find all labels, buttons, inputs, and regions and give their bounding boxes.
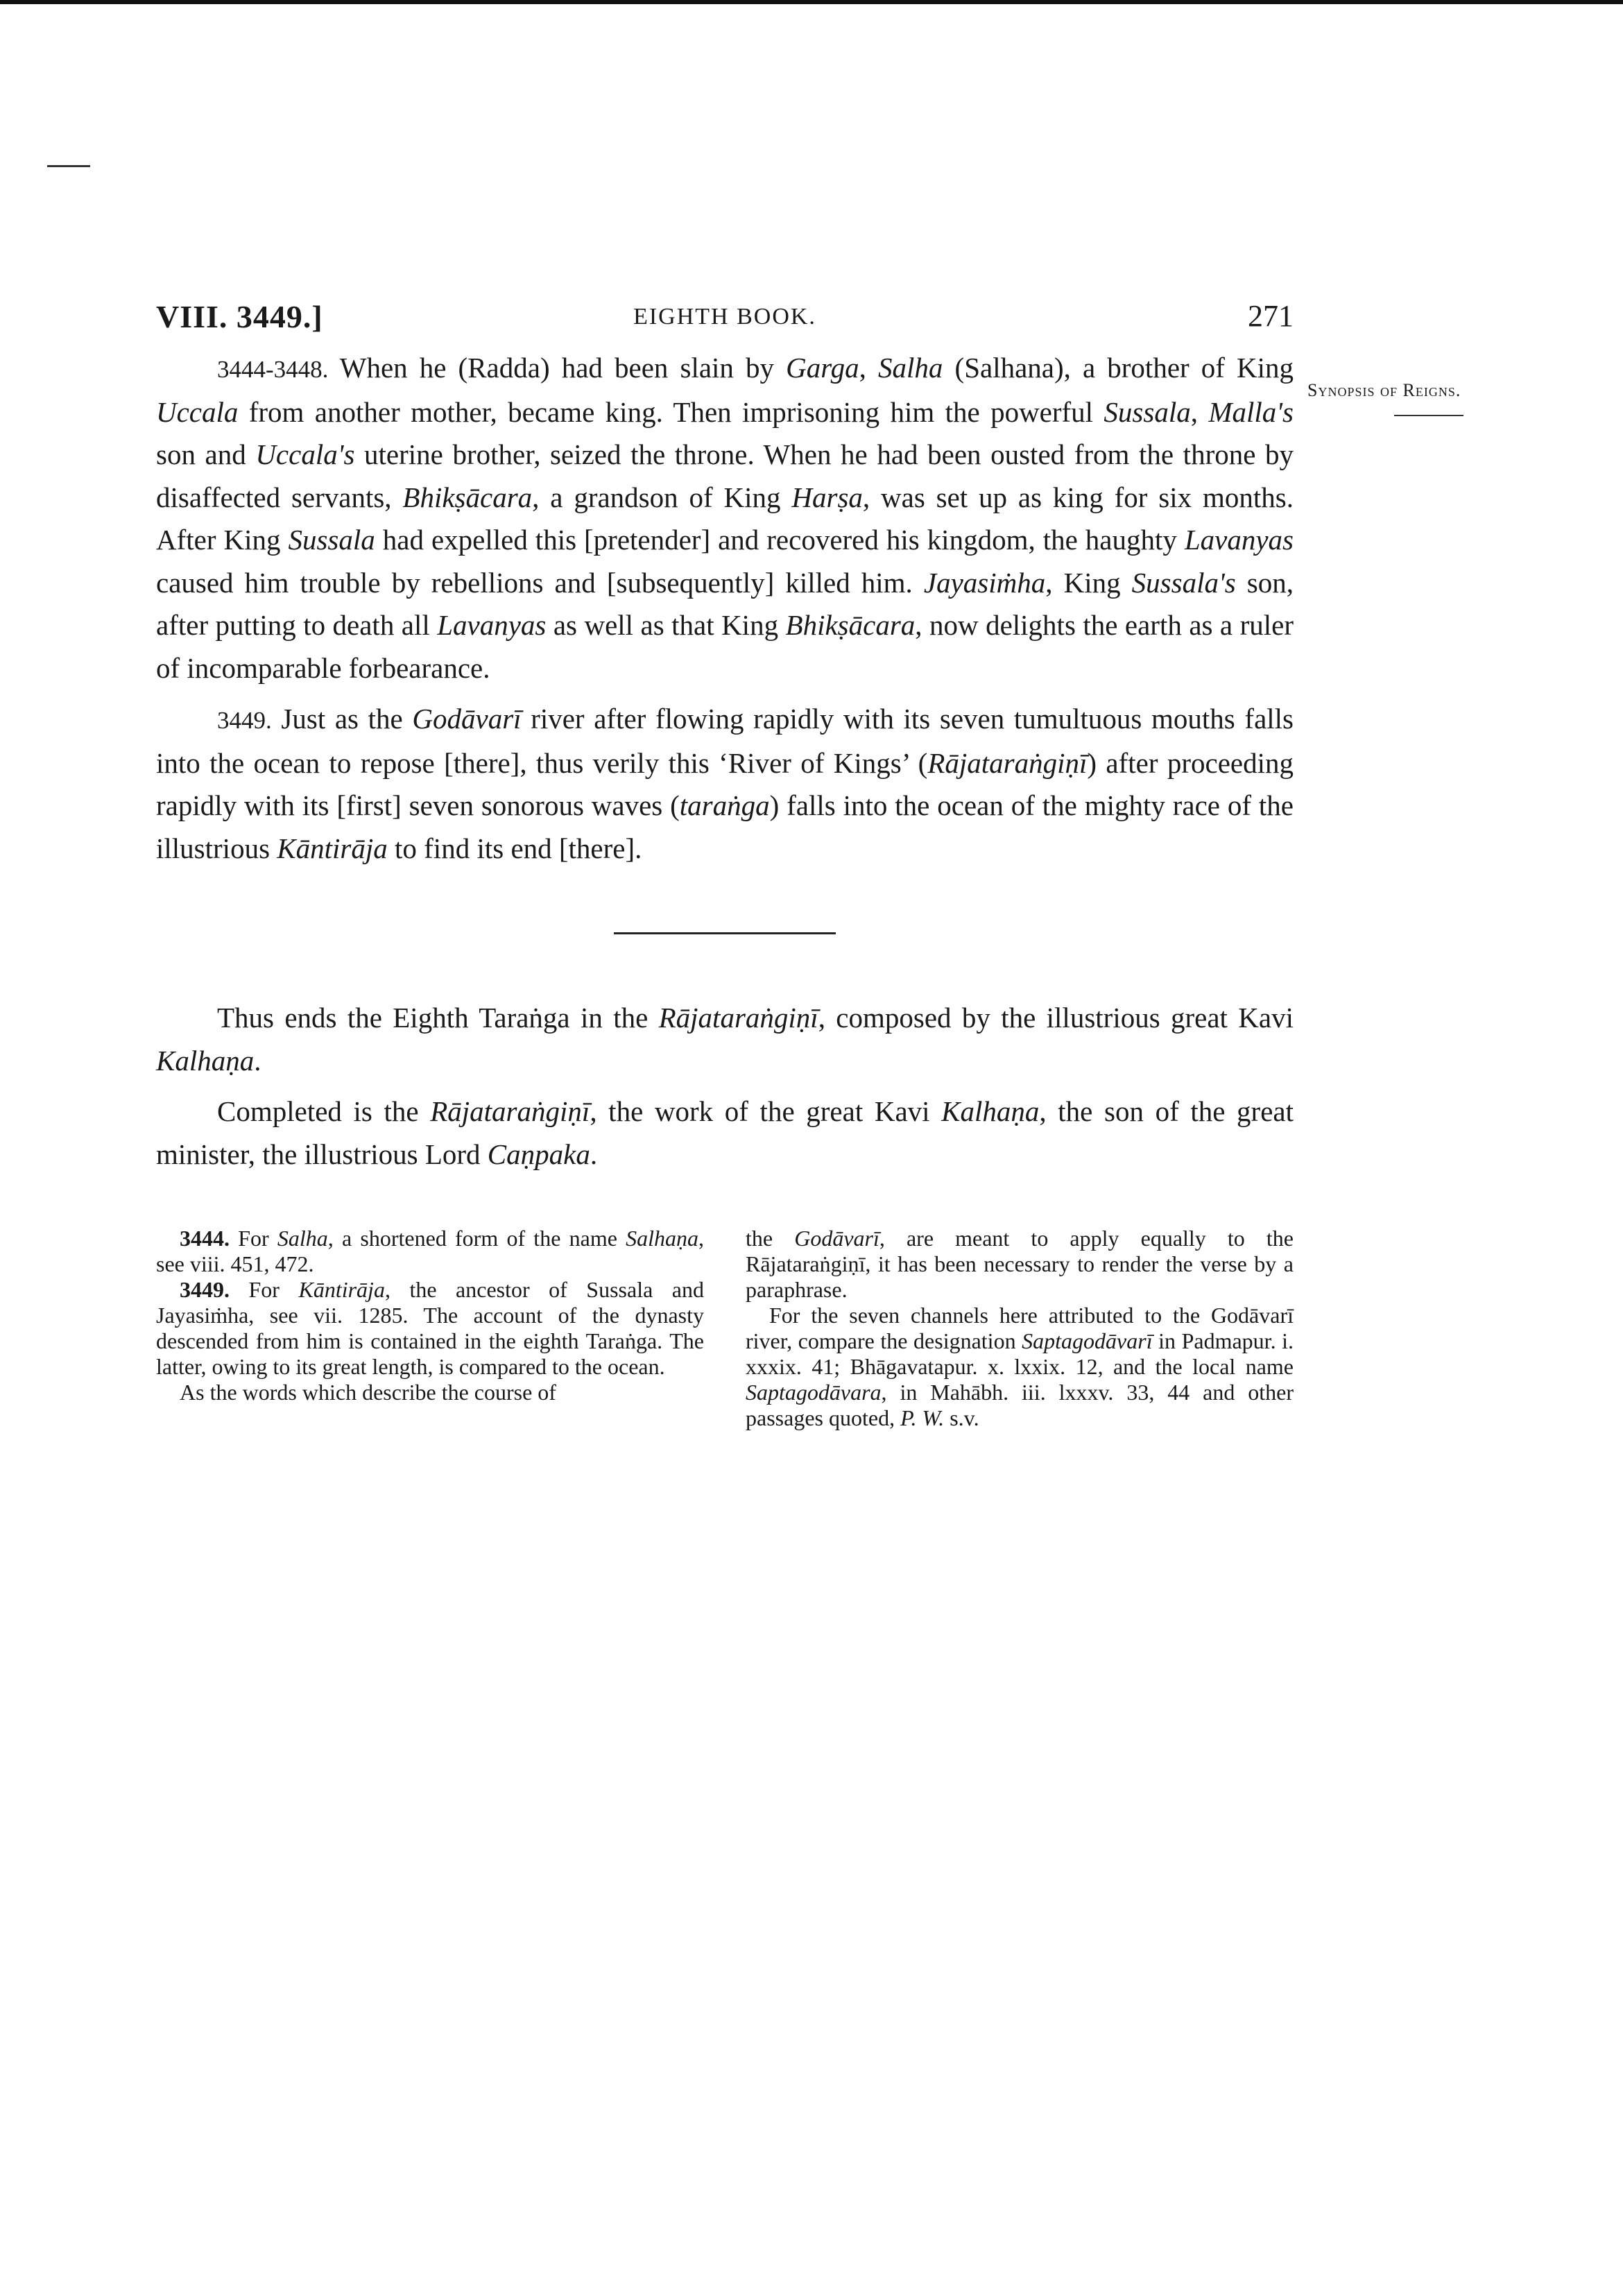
paragraph-3444-3448 [156, 347, 1294, 689]
name-kalhana: Kalhaṇa [156, 1044, 255, 1077]
text-run: from another mother, became king. Then imprisoning him the powerful [238, 395, 1104, 428]
text-run: , the work of the great Kavi [590, 1095, 942, 1127]
text-run: Thus ends the Eighth Taraṅga in the [217, 1002, 659, 1034]
text-run: had expelled this [pretender] and recovered his kingdom, the haughty [375, 524, 1185, 556]
name-lavanyas: Lavanyas [437, 609, 547, 641]
footnote-continuation [746, 1226, 1294, 1303]
name-godavari: Godāvarī [794, 1226, 879, 1251]
paragraph-3449 [156, 698, 1294, 870]
text-run: , now delights the earth as a ruler of incomparable forbearance. [156, 609, 1294, 684]
page [156, 298, 1294, 1431]
footnotes-right-column [746, 1226, 1294, 1431]
title-rajatarangini: Rājataraṅgiṇī [927, 746, 1088, 779]
footnote-seven-channels [746, 1303, 1294, 1431]
name-uccala: Uccala [156, 395, 239, 428]
page-number: 271 [1248, 299, 1294, 333]
margin-mark [47, 165, 90, 167]
sidenote-synopsis: Synopsis of Reigns. [1307, 380, 1461, 400]
name-lavanyas: Lavanyas [1184, 524, 1294, 556]
text-run: , King [1045, 566, 1132, 599]
text-run: s.v. [944, 1405, 979, 1430]
name-kantiraja: Kāntirāja [277, 832, 388, 864]
abbr-pw: P. W. [900, 1405, 945, 1430]
text-run: son, after putting to death all [156, 566, 1294, 641]
text-run: , [1190, 395, 1209, 428]
title-rajatarangini: Rājataraṅgiṇī [658, 1002, 818, 1034]
top-border [0, 0, 1623, 4]
colophon-line-2 [156, 1090, 1294, 1176]
name-sussala: Sussala [288, 524, 375, 556]
colophon [156, 997, 1294, 1176]
text-run: in Padmapur. i. xxxix. 41; Bhāgavatapur. x. lxxix. 12, and the local name [746, 1328, 1294, 1379]
term-saptagodavari: Saptagodāvarī [1022, 1328, 1153, 1353]
text-run: For the seven channels here attributed to the Godāvarī river, compare the designation [746, 1303, 1294, 1353]
name-salha: Salha [878, 352, 943, 384]
verse-number: 3449. [217, 707, 272, 734]
text-run: . [254, 1044, 261, 1077]
name-garga: Garga [786, 352, 859, 384]
text-run: , a shortened form of the name [327, 1226, 626, 1251]
name-bhiksacara: Bhikṣācara [402, 481, 533, 513]
text-run: , in Mahābh. iii. lxxxv. 33, 44 and other passages quoted, [746, 1380, 1294, 1430]
text-run: uterine brother, seized the throne. When he had been ousted from the throne by disaffected servants, [156, 438, 1294, 513]
main-text [156, 347, 1294, 870]
footnote-3449-continued: As the words which describe the course of [180, 1380, 556, 1405]
text-run: as well as that King [546, 609, 786, 641]
name-canpaka: Caṇpaka [487, 1138, 590, 1170]
text-run: to find its end [there]. [387, 832, 642, 864]
footnotes [156, 1226, 1294, 1431]
name-kantiraja: Kāntirāja [298, 1277, 385, 1302]
sidenote-rule [1394, 415, 1463, 416]
text-run: . [590, 1138, 598, 1170]
name-jayasimha: Jayasiṁha [923, 566, 1046, 599]
text-run: Just as the [281, 703, 413, 735]
footnote-3449 [156, 1277, 704, 1380]
header-section-ref: VIII. 3449.] [156, 299, 323, 334]
text-run: , composed by the illustrious great Kavi [818, 1002, 1294, 1034]
term-saptagodavara: Saptagodāvara [746, 1380, 882, 1405]
name-sussala: Sussala [1104, 395, 1191, 428]
text-run: son and [156, 438, 256, 470]
text-run: , see viii. 451, 472. [156, 1226, 705, 1276]
text-run: , are meant to apply equally to the Rājataraṅgiṇī, it has been necessary to render the verse by a paraphrase. [746, 1226, 1294, 1302]
name-malla: Malla's [1208, 395, 1294, 428]
text-run: caused him trouble by rebellions and [subsequently] killed him. [156, 566, 924, 599]
header-book-title: EIGHTH BOOK. [633, 304, 816, 329]
text-run: For [230, 1226, 277, 1251]
text-run: ) after proceeding rapidly with its [first] seven sonorous waves ( [156, 746, 1294, 821]
term-taranga: taraṅga [679, 789, 770, 821]
text-run: river after flowing rapidly with its seven tumultuous mouths falls into the ocean to repose [there], thus verily this ‘River of Kings’ ( [156, 703, 1294, 779]
name-harsa: Harṣa [791, 481, 863, 513]
text-run: Completed is the [217, 1095, 431, 1127]
name-kalhana: Kalhaṇa [941, 1095, 1040, 1127]
name-bhiksacara: Bhikṣācara [785, 609, 916, 641]
name-salha: Salha [277, 1226, 328, 1251]
section-divider [614, 932, 836, 934]
text-run: For [230, 1277, 299, 1302]
text-run: the [746, 1226, 795, 1251]
name-sussala: Sussala's [1131, 566, 1236, 599]
running-header [156, 298, 1294, 347]
footnote-3444 [156, 1226, 704, 1277]
note-number: 3444. [180, 1226, 230, 1251]
name-salhana: Salhaṇa [626, 1226, 699, 1251]
footnotes-left-column [156, 1226, 704, 1431]
text-run: , was set up as king for six months. After King [156, 481, 1294, 556]
text-run: When he (Radda) had been slain by [339, 352, 787, 384]
text-run: , the ancestor of Sussala and Jayasiṁha, see vii. 1285. The account of the dynasty descended from him is contained in the eighth Taraṅga. The latter, owing to its great length, is compared to the ocean. [156, 1277, 705, 1379]
note-number: 3449. [180, 1277, 230, 1302]
name-uccala: Uccala's [255, 438, 355, 470]
text-run: , [859, 352, 879, 384]
text-run: , the son of the great minister, the illustrious Lord [156, 1095, 1294, 1170]
colophon-line-1 [156, 997, 1294, 1082]
text-run: ) falls into the ocean of the mighty race of the illustrious [156, 789, 1294, 864]
text-run: , a grandson of King [532, 481, 792, 513]
name-godavari: Godāvarī [412, 703, 522, 735]
text-run: (Salhana), a brother of King [943, 352, 1294, 384]
title-rajatarangini: Rājataraṅgiṇī [430, 1095, 590, 1127]
verse-number: 3444-3448. [217, 356, 329, 383]
